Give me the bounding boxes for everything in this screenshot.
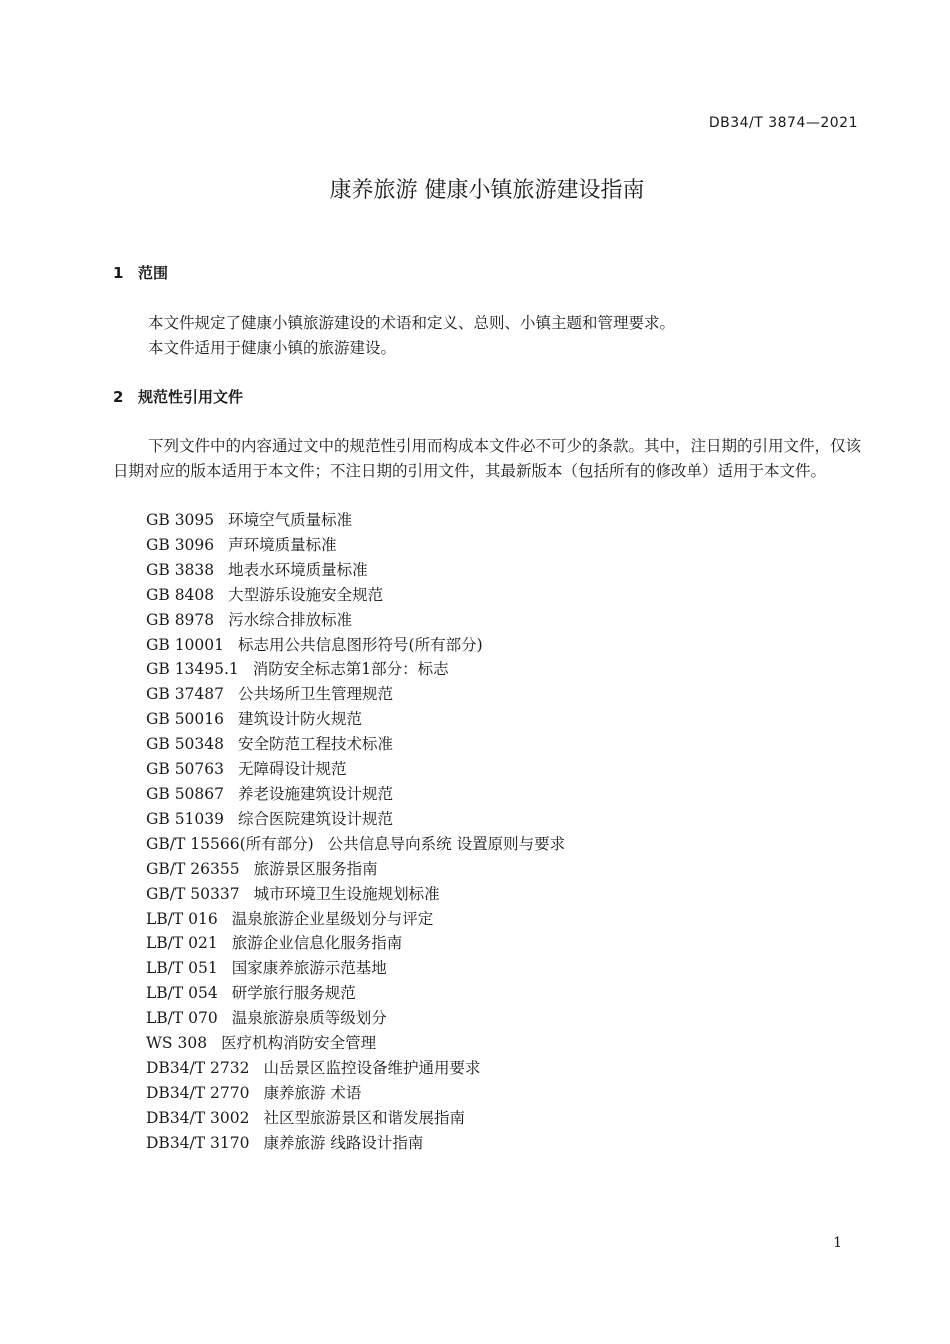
reference-item xyxy=(146,608,565,633)
reference-code: DB34/T 2732 xyxy=(146,1058,250,1077)
reference-item xyxy=(146,1106,565,1131)
reference-title: 公共场所卫生管理规范 xyxy=(238,685,394,704)
reference-code: GB 3096 xyxy=(146,535,215,554)
reference-item xyxy=(146,832,565,857)
reference-title: 山岳景区监控设备维护通用要求 xyxy=(263,1058,481,1077)
section-1-title: 范围 xyxy=(138,264,169,282)
reference-item xyxy=(146,1081,565,1106)
reference-item xyxy=(146,508,565,533)
reference-code: LB/T 021 xyxy=(146,934,218,953)
reference-code: GB 50016 xyxy=(146,710,225,729)
reference-title: 国家康养旅游示范基地 xyxy=(231,959,387,978)
reference-code: GB 37487 xyxy=(146,685,225,704)
reference-code: GB 3095 xyxy=(146,511,215,529)
section-1-heading xyxy=(113,262,168,283)
reference-item xyxy=(146,757,565,782)
reference-title: 污水综合排放标准 xyxy=(228,610,353,629)
section-2-intro-text: 下列文件中的内容通过文中的规范性引用而构成本文件必不可少的条款。其中，注日期的引用文件，仅该日期对应的版本适用于本文件；不注日期的引用文件，其最新版本（包括所有的修改单）适用于本文件。 xyxy=(113,437,862,480)
reference-title: 公共信息导向系统 设置原则与要求 xyxy=(327,834,566,853)
reference-item xyxy=(146,558,565,583)
reference-item xyxy=(146,1006,565,1031)
reference-item xyxy=(146,981,565,1006)
reference-title: 大型游乐设施安全规范 xyxy=(228,585,384,604)
reference-item xyxy=(146,956,565,981)
section-1-paragraph-2-text: 本文件适用于健康小镇的旅游建设。 xyxy=(148,339,397,357)
reference-title: 建筑设计防火规范 xyxy=(238,710,363,729)
reference-title: 医疗机构消防安全管理 xyxy=(221,1034,377,1053)
reference-title: 康养旅游 术语 xyxy=(263,1083,362,1102)
reference-title: 研学旅行服务规范 xyxy=(231,984,356,1003)
reference-code: GB 8408 xyxy=(146,585,215,604)
reference-code: GB/T 50337 xyxy=(146,884,240,903)
reference-title: 消防安全标志第1部分：标志 xyxy=(252,660,449,679)
reference-item xyxy=(146,633,565,658)
reference-title: 声环境质量标准 xyxy=(228,535,337,554)
reference-code: DB34/T 3002 xyxy=(146,1108,250,1127)
section-1-paragraph-2 xyxy=(113,336,863,361)
reference-item xyxy=(146,857,565,882)
reference-title: 社区型旅游景区和谐发展指南 xyxy=(263,1108,465,1127)
document-code: DB34/T 3874—2021 xyxy=(708,115,858,131)
reference-item xyxy=(146,907,565,932)
reference-title: 环境空气质量标准 xyxy=(228,511,353,529)
reference-code: GB 50867 xyxy=(146,784,225,803)
reference-title: 标志用公共信息图形符号(所有部分) xyxy=(238,635,483,654)
section-2-intro xyxy=(113,434,863,484)
reference-title: 地表水环境质量标准 xyxy=(228,560,368,579)
reference-code: GB 13495.1 xyxy=(146,660,239,679)
section-2-number: 2 xyxy=(113,388,124,406)
reference-item xyxy=(146,682,565,707)
reference-code: LB/T 070 xyxy=(146,1009,218,1028)
reference-code: GB 8978 xyxy=(146,610,215,629)
reference-item xyxy=(146,657,565,682)
reference-code: GB 10001 xyxy=(146,635,225,654)
reference-item xyxy=(146,1056,565,1081)
reference-title: 旅游企业信息化服务指南 xyxy=(231,934,403,953)
reference-list xyxy=(146,508,565,1156)
section-1-number: 1 xyxy=(113,264,124,282)
document-title: 康养旅游 健康小镇旅游建设指南 xyxy=(329,178,645,203)
reference-item xyxy=(146,533,565,558)
reference-title: 安全防范工程技术标准 xyxy=(238,735,394,754)
reference-code: GB 51039 xyxy=(146,809,225,828)
reference-title: 综合医院建筑设计规范 xyxy=(238,809,394,828)
reference-code: DB34/T 3170 xyxy=(146,1133,250,1152)
reference-code: GB 50763 xyxy=(146,760,225,779)
reference-code: LB/T 051 xyxy=(146,959,218,978)
reference-item xyxy=(146,931,565,956)
reference-item xyxy=(146,583,565,608)
reference-code: GB 3838 xyxy=(146,560,215,579)
reference-title: 旅游景区服务指南 xyxy=(253,859,378,878)
reference-title: 养老设施建筑设计规范 xyxy=(238,784,394,803)
reference-code: LB/T 016 xyxy=(146,909,218,928)
reference-code: DB34/T 2770 xyxy=(146,1083,250,1102)
reference-code: GB/T 26355 xyxy=(146,859,240,878)
section-1-paragraph-1 xyxy=(113,311,863,336)
reference-code: LB/T 054 xyxy=(146,984,218,1003)
reference-code: GB 50348 xyxy=(146,735,225,754)
section-2-heading xyxy=(113,386,243,407)
reference-item xyxy=(146,1031,565,1056)
reference-title: 康养旅游 线路设计指南 xyxy=(263,1133,424,1152)
reference-item xyxy=(146,782,565,807)
section-1-paragraph-1-text: 本文件规定了健康小镇旅游建设的术语和定义、总则、小镇主题和管理要求。 xyxy=(148,314,676,332)
reference-code: GB/T 15566(所有部分) xyxy=(146,834,314,853)
reference-item xyxy=(146,882,565,907)
page-number: 1 xyxy=(833,1235,842,1251)
reference-title: 温泉旅游泉质等级划分 xyxy=(231,1009,387,1028)
reference-title: 温泉旅游企业星级划分与评定 xyxy=(231,909,434,928)
reference-title: 城市环境卫生设施规划标准 xyxy=(253,884,440,903)
reference-title: 无障碍设计规范 xyxy=(238,760,347,779)
reference-item xyxy=(146,807,565,832)
reference-item xyxy=(146,1131,565,1156)
reference-code: WS 308 xyxy=(146,1034,208,1053)
reference-item xyxy=(146,707,565,732)
section-2-title: 规范性引用文件 xyxy=(138,388,244,406)
reference-item xyxy=(146,732,565,757)
